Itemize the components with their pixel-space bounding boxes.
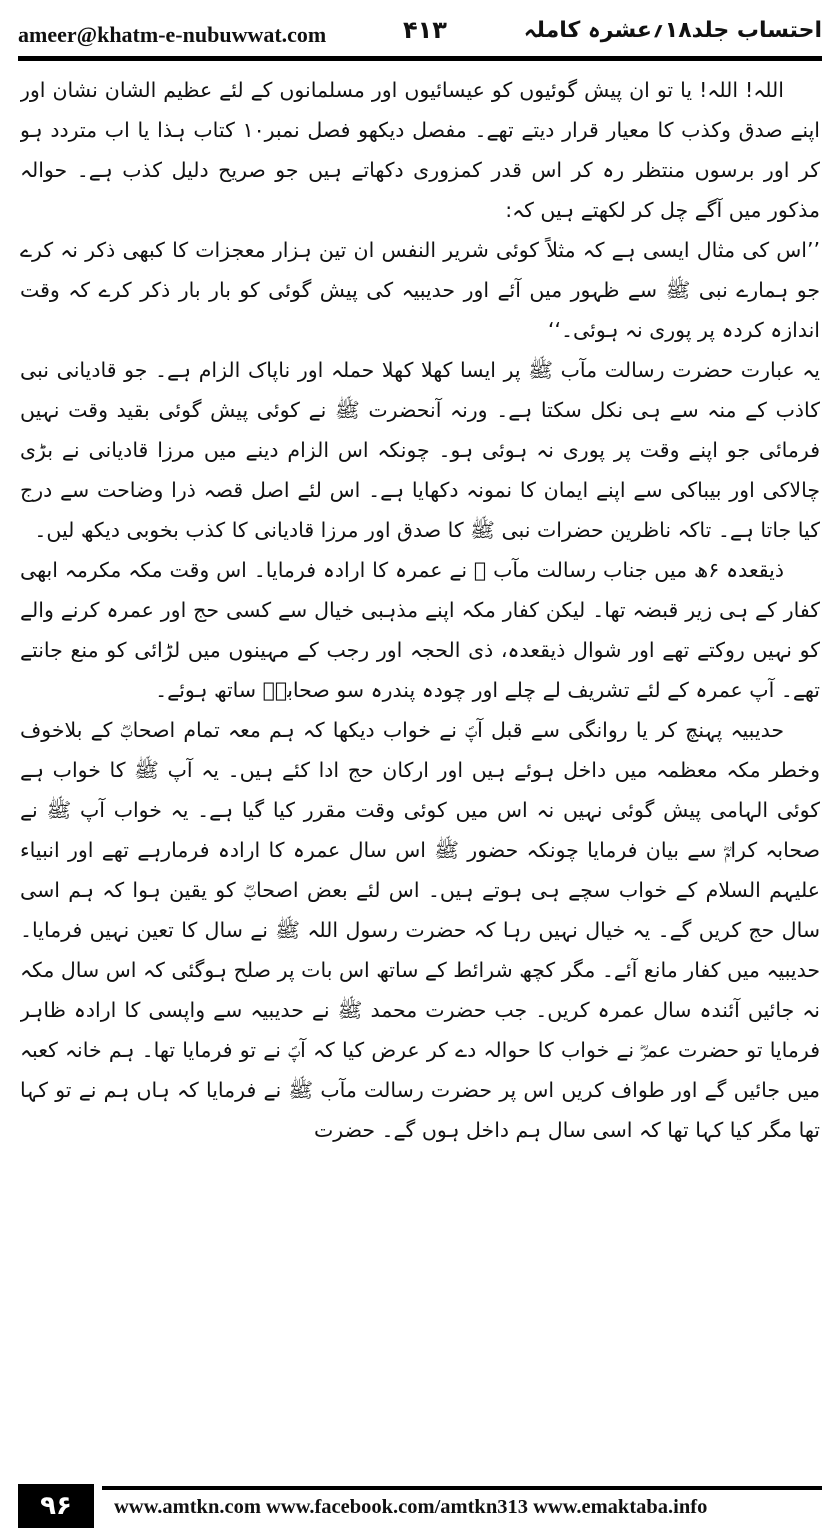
header-email: ameer@khatm-e-nubuwwat.com [18,22,327,47]
paragraph-3: ذیقعدہ ۶ھ میں جناب رسالت مآب ﷺ نے عمرہ کا ارادہ فرمایا۔ اس وقت مکہ مکرمہ ابھی کفار کے ہی زیر قبضہ تھا۔ لیکن کفار مکہ اپنے مذہبی خیال سے کسی حج اور عمرہ کرنے والے کو نہیں روکتے تھے اور شوال ذیقعدہ، ذی الحجہ اور رجب کے مہینوں میں لڑائی کو منع جانتے تھے۔ آپ عمرہ کے لئے تشریف لے چلے اور چودہ پندرہ سو صحابہؓ ساتھ ہوئے۔ [20,558,820,702]
footer-links: www.amtkn.com www.facebook.com/amtkn313 www.emaktaba.info [114,1496,708,1518]
page-body [20,70,820,1470]
header-rule [18,56,822,61]
paragraph-2: یہ عبارت حضرت رسالت مآب ﷺ پر ایسا کھلا کھلا حملہ اور ناپاک الزام ہے۔ جو قادیانی نبی کاذب کے منہ سے ہی نکل سکتا ہے۔ ورنہ آنحضرت ﷺ نے کوئی پیش گوئی بقید وقت نہیں فرمائی جو اپنے وقت پر پوری نہ ہوئی ہو۔ چونکہ اس الزام دینے میں مرزا قادیانی نے بڑی چالاکی اور بیباکی سے اپنے ایمان کا نمونہ دکھایا ہے۔ اس لئے اصل قصہ ذرا وضاحت سے درج کیا جاتا ہے۔ تاکہ ناظرین حضرات نبی ﷺ کا صدق اور مرزا قادیانی کا کذب بخوبی دیکھ لیں۔ [20,358,820,542]
quote-paragraph: ’’اس کی مثال ایسی ہے کہ مثلاً کوئی شریر النفس ان تین ہزار معجزات کا کبھی ذکر نہ کرے جو ہمارے نبی ﷺ سے ظہور میں آئے اور حدیبیہ کی پیش گوئی کو بار بار ذکر کرے کہ وقت اندازہ کردہ پر پوری نہ ہوئی۔‘‘ [20,238,820,342]
page-header [18,14,822,54]
header-book-title: احتساب جلد۱۸؍عشرہ کاملہ [523,18,822,43]
paragraph-1: اللہ! اللہ! یا تو ان پیش گوئیوں کو عیسائیوں اور مسلمانوں کے لئے عظیم الشان نشان اور اپنے صدق وکذب کا معیار قرار دیتے تھے۔ مفصل دیکھو فصل نمبر۱۰ کتاب ہذا یا اب متردد ہو کر اور برسوں منتظر رہ کر اس قدر کمزوری دکھاتے ہیں جو صریح دلیل کذب ہے۔ حوالہ مذکور میں آگے چل کر لکھتے ہیں کہ: [20,78,820,222]
footer-rule [102,1486,822,1490]
paragraph-4: حدیبیہ پہنچ کر یا روانگی سے قبل آپؐ نے خواب دیکھا کہ ہم معہ تمام اصحابؓ کے بلاخوف وخطر مکہ معظمہ میں داخل ہوئے ہیں اور ارکان حج ادا کئے ہیں۔ یہ آپ ﷺ کا خواب ہے کوئی الہامی پیش گوئی نہیں نہ اس میں کوئی وقت مقرر کیا گیا ہے۔ یہ خواب آپ ﷺ نے صحابہ کرامؓ سے بیان فرمایا چونکہ حضور ﷺ اس سال عمرہ کا ارادہ فرمارہے تھے اور انبیاء علیہم السلام کے خواب سچے ہی ہوتے ہیں۔ اس لئے بعض اصحابؓ کو یقین ہوا کہ ہم اسی سال حج کریں گے۔ یہ خیال نہیں رہا کہ حضرت رسول اللہ ﷺ نے سال کا تعین نہیں فرمایا۔ حدیبیہ میں کفار مانع آئے۔ مگر کچھ شرائط کے ساتھ اس بات پر صلح ہوگئی کہ اس سال مکہ نہ جائیں آئندہ سال عمرہ کریں۔ جب حضرت محمد ﷺ نے حدیبیہ سے واپسی کا ارادہ ظاہر فرمایا تو حضرت عمرؓ نے خواب کا حوالہ دے کر عرض کیا کہ آپؐ نے تو فرمایا تھا۔ ہم خانہ کعبہ میں جائیں گے اور طواف کریں اس پر حضرت رسالت مآب ﷺ نے فرمایا کہ ہاں ہم نے تو کہا تھا مگر کیا کہا تھا کہ اسی سال ہم داخل ہوں گے۔ حضرت [20,718,820,1142]
header-page-number: ۴۱۳ [403,16,447,44]
footer-page-number: ۹۶ [18,1484,94,1528]
page-footer [18,1484,822,1528]
